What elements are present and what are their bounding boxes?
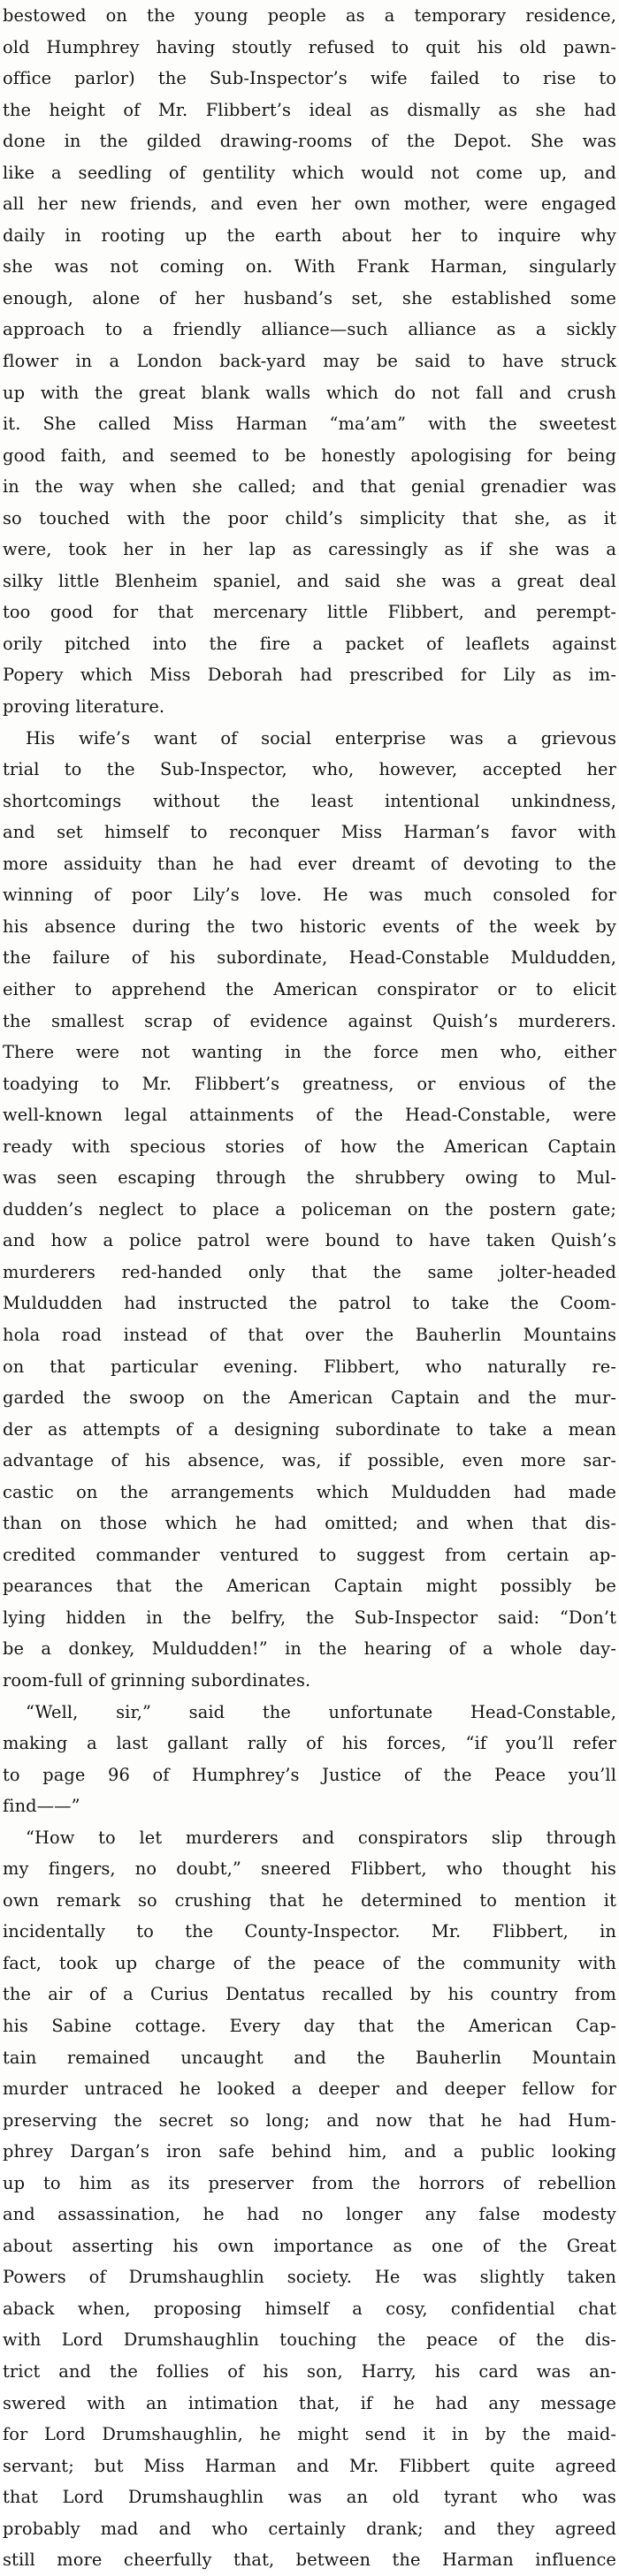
text-line: were, took her in her lap as caressingly as if she was a bbox=[3, 539, 616, 560]
text-line: swered with an intimation that, if he had any message bbox=[3, 2392, 616, 2413]
text-line: “How to let murderers and conspirators slip through bbox=[26, 1827, 616, 1848]
text-line: dudden’s neglect to place a policeman on the postern gate; bbox=[3, 1198, 616, 1220]
text-line: old Humphrey having stoutly refused to quit his old pawn- bbox=[3, 36, 616, 57]
text-line: der as attempts of a designing subordinate to take a mean bbox=[3, 1418, 616, 1440]
text-line: “Well, sir,” said the unfortunate Head-Constable, bbox=[26, 1701, 616, 1722]
text-line: enough, alone of her husband’s set, she established some bbox=[3, 287, 616, 308]
text-line: in the way when she called; and that genial grenadier was bbox=[3, 476, 616, 498]
text-line: done in the gilded drawing-rooms of the Depot. She was bbox=[3, 131, 616, 152]
text-line: His wife’s want of social enterprise was a grievous bbox=[26, 727, 616, 748]
text-line: room-full of grinning subordinates. bbox=[3, 1669, 311, 1691]
text-line: castic on the arrangements which Muldudden had made bbox=[3, 1481, 616, 1502]
text-line: daily in rooting up the earth about her to inquire why bbox=[3, 224, 616, 246]
text-line: good faith, and seemed to be honestly apologising for being bbox=[3, 445, 616, 466]
text-line: all her new friends, and even her own mother, were engaged bbox=[3, 194, 616, 215]
text-line: servant; but Miss Harman and Mr. Flibbert quite agreed bbox=[3, 2455, 616, 2476]
text-line: on that particular evening. Flibbert, who naturally re- bbox=[3, 1356, 616, 1377]
text-line: his Sabine cottage. Every day that the American Cap- bbox=[3, 2016, 616, 2036]
text-line: the failure of his subordinate, Head-Constable Muldudden, bbox=[3, 947, 616, 969]
text-line: the smallest scrap of evidence against Quish’s murderers. bbox=[3, 1010, 616, 1031]
text-line: toadying to Mr. Flibbert’s greatness, or envious of the bbox=[3, 1073, 616, 1094]
text-line: and set himself to reconquer Miss Harman’s favor with bbox=[3, 822, 616, 843]
text-line: making a last gallant rally of his forces, “if you’ll refer bbox=[3, 1733, 616, 1754]
text-line: was seen escaping through the shrubbery owing to Mul- bbox=[3, 1167, 616, 1189]
text-line: Muldudden had instructed the patrol to take the Coom- bbox=[3, 1293, 616, 1314]
text-line: lying hidden in the belfry, the Sub-Inspector said: “Don’t bbox=[3, 1607, 616, 1628]
text-line: orily pitched into the fire a packet of leaflets against bbox=[3, 633, 616, 654]
text-line: trict and the follies of his son, Harry, his card was an- bbox=[3, 2361, 616, 2382]
text-line: probably mad and who certainly drank; and they agreed bbox=[3, 2518, 616, 2539]
text-line: aback when, proposing himself a cosy, confidential chat bbox=[3, 2298, 616, 2319]
text-line: the height of Mr. Flibbert’s ideal as dismally as she had bbox=[3, 99, 616, 120]
text-line: about asserting his own importance as one of the Great bbox=[3, 2235, 616, 2256]
text-line: find——” bbox=[3, 1796, 80, 1817]
text-line: shortcomings without the least intentional unkindness, bbox=[3, 790, 616, 811]
text-line: incidentally to the County-Inspector. Mr. Flibbert, in bbox=[3, 1921, 616, 1942]
text-line: like a seedling of gentility which would not come up, and bbox=[3, 162, 616, 183]
text-line: so touched with the poor child’s simplicity that she, as it bbox=[3, 507, 616, 528]
text-line: advantage of his absence, was, if possible, even more sar- bbox=[3, 1450, 616, 1471]
text-line: well-known legal attainments of the Head-Constable, were bbox=[3, 1105, 616, 1126]
text-line: more assiduity than he had ever dreamt of devoting to the bbox=[3, 853, 616, 874]
text-line: with Lord Drumshaughlin touching the peace of the dis- bbox=[3, 2329, 616, 2351]
text-line: tain remained uncaught and the Bauherlin Mountain bbox=[3, 2047, 616, 2068]
text-line: winning of poor Lily’s love. He was much consoled for bbox=[3, 885, 616, 906]
text-line: be a donkey, Muldudden!” in the hearing of a whole day- bbox=[3, 1638, 616, 1660]
text-line: still more cheerfully that, between the Harman influence bbox=[3, 2549, 616, 2571]
text-line: it. She called Miss Harman “ma’am” with the sweetest bbox=[3, 414, 616, 435]
text-line: to page 96 of Humphrey’s Justice of the Peace you’ll bbox=[3, 1764, 616, 1785]
text-line: trial to the Sub-Inspector, who, however, accepted her bbox=[3, 759, 616, 780]
text-line: murder untraced he looked a deeper and deeper fellow for bbox=[3, 2078, 616, 2100]
text-line: flower in a London back-yard may be said to have struck bbox=[3, 351, 616, 372]
text-line: fact, took up charge of the peace of the community with bbox=[3, 1952, 616, 1973]
text-line: office parlor) the Sub-Inspector’s wife failed to rise to bbox=[3, 68, 616, 89]
text-line: up with the great blank walls which do not fall and crush bbox=[3, 382, 616, 403]
text-column bbox=[3, 0, 616, 2576]
text-line: my fingers, no doubt,” sneered Flibbert, who thought his bbox=[3, 1858, 616, 1880]
text-line: garded the swoop on the American Captain and the mur- bbox=[3, 1387, 616, 1409]
text-line: pearances that the American Captain might possibly be bbox=[3, 1576, 616, 1597]
text-line: credited commander ventured to suggest from certain ap- bbox=[3, 1544, 616, 1565]
text-line: There were not wanting in the force men who, either bbox=[3, 1042, 616, 1063]
text-line: up to him as its preserver from the horrors of rebellion bbox=[3, 2172, 616, 2193]
text-line: for Lord Drumshaughlin, he might send it in by the maid- bbox=[3, 2424, 616, 2445]
text-line: approach to a friendly alliance—such alliance as a sickly bbox=[3, 319, 616, 340]
text-line: she was not coming on. With Frank Harman, singularly bbox=[3, 256, 616, 277]
text-line: phrey Dargan’s iron safe behind him, and a public looking bbox=[3, 2141, 616, 2162]
text-line: preserving the secret so long; and now that he had Hum- bbox=[3, 2109, 616, 2131]
text-line: Powers of Drumshaughlin society. He was slightly taken bbox=[3, 2267, 616, 2288]
text-line: murderers red-handed only that the same jolter-headed bbox=[3, 1261, 616, 1282]
text-line: bestowed on the young people as a temporary residence, bbox=[3, 5, 616, 26]
text-line: and assassination, he had no longer any false modesty bbox=[3, 2204, 616, 2225]
text-line: own remark so crushing that he determined to mention it bbox=[3, 1889, 616, 1911]
text-line: ready with specious stories of how the American Captain bbox=[3, 1136, 616, 1157]
text-line: hola road instead of that over the Bauherlin Mountains bbox=[3, 1324, 616, 1345]
text-line: his absence during the two historic events of the week by bbox=[3, 916, 616, 937]
text-line: and how a police patrol were bound to have taken Quish’s bbox=[3, 1230, 616, 1251]
text-line: the air of a Curius Dentatus recalled by his country from bbox=[3, 1984, 616, 2005]
text-line: silky little Blenheim spaniel, and said she was a great deal bbox=[3, 570, 616, 591]
text-line: than on those which he had omitted; and when that dis- bbox=[3, 1513, 616, 1534]
text-line: proving literature. bbox=[3, 696, 165, 718]
text-line: too good for that mercenary little Flibbert, and perempt- bbox=[3, 602, 616, 623]
text-line: Popery which Miss Deborah had prescribed for Lily as im- bbox=[3, 665, 616, 686]
text-line: that Lord Drumshaughlin was an old tyrant who was bbox=[3, 2487, 616, 2508]
text-line: either to apprehend the American conspirator or to elicit bbox=[3, 978, 616, 999]
